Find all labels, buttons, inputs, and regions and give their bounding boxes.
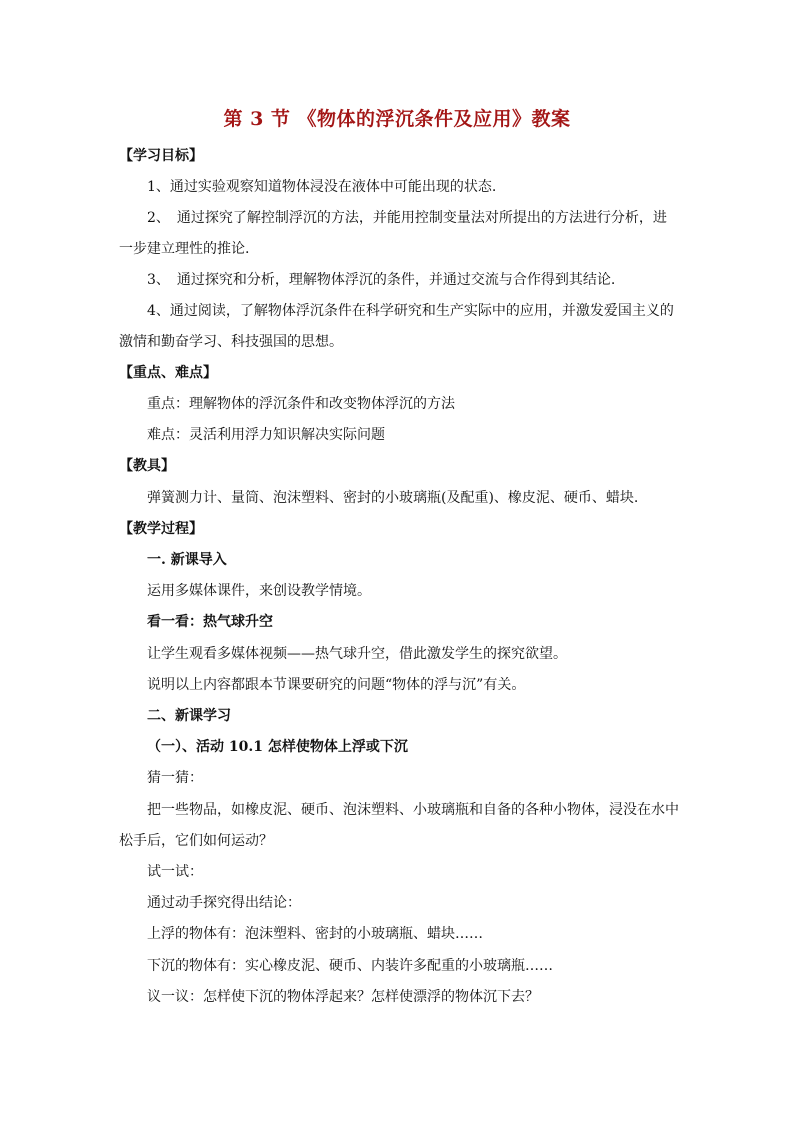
conclusion-label: 通过动手探究得出结论： bbox=[147, 895, 301, 911]
discuss-text: 议一议：怎样使下沉的物体浮起来？怎样使漂浮的物体沉下去？ bbox=[147, 989, 539, 1005]
subheading-new-lesson: 二、新课学习 bbox=[147, 708, 231, 724]
objective-3: 3、 通过探究和分析，理解物体浮沉的条件，并通过交流与合作得到其结论. bbox=[147, 272, 616, 288]
explain-text: 说明以上内容都跟本节课要研究的问题“物体的浮与沉”有关。 bbox=[147, 677, 526, 693]
objective-4-cont: 激情和勤奋学习、科技强国的思想。 bbox=[119, 334, 343, 350]
difficult-point: 难点：灵活利用浮力知识解决实际问题 bbox=[147, 427, 385, 443]
document-title: 第 3 节 《物体的浮沉条件及应用》教案 bbox=[223, 108, 571, 130]
guess-text: 把一些物品，如橡皮泥、硬币、泡沫塑料、小玻璃瓶和自备的各种小物体，浸没在水中 bbox=[147, 802, 679, 818]
intro-text: 运用多媒体课件，来创设教学情境。 bbox=[147, 583, 371, 599]
subheading-look: 看一看：热气球升空 bbox=[147, 614, 273, 630]
subheading-intro: 一. 新课导入 bbox=[147, 552, 227, 568]
section-heading-process: 【教学过程】 bbox=[119, 521, 203, 537]
look-text: 让学生观看多媒体视频——热气球升空，借此激发学生的探究欲望。 bbox=[147, 646, 567, 662]
section-heading-objectives: 【学习目标】 bbox=[119, 148, 203, 164]
tools-list: 弹簧测力计、量筒、泡沫塑料、密封的小玻璃瓶(及配重)、橡皮泥、硬币、蜡块. bbox=[147, 490, 639, 506]
objective-2-cont: 一步建立理性的推论. bbox=[119, 241, 250, 257]
try-label: 试一试： bbox=[147, 864, 203, 880]
key-point: 重点：理解物体的浮沉条件和改变物体浮沉的方法 bbox=[147, 396, 455, 412]
objective-1: 1、通过实验观察知道物体浸没在液体中可能出现的状态. bbox=[147, 179, 497, 195]
floating-objects: 上浮的物体有：泡沫塑料、密封的小玻璃瓶、蜡块…… bbox=[147, 926, 483, 942]
section-heading-key-points: 【重点、难点】 bbox=[119, 365, 217, 381]
objective-2: 2、 通过探究了解控制浮沉的方法，并能用控制变量法对所提出的方法进行分析，进 bbox=[147, 210, 667, 226]
sinking-objects: 下沉的物体有：实心橡皮泥、硬币、内装许多配重的小玻璃瓶…… bbox=[147, 958, 553, 974]
subheading-activity: （一）、活动 10.1 怎样使物体上浮或下沉 bbox=[147, 739, 408, 755]
objective-4: 4、通过阅读，了解物体浮沉条件在科学研究和生产实际中的应用，并激发爱国主义的 bbox=[147, 303, 674, 319]
guess-label: 猜一猜： bbox=[147, 770, 203, 786]
section-heading-tools: 【教具】 bbox=[119, 458, 175, 474]
guess-text-cont: 松手后，它们如何运动？ bbox=[119, 833, 273, 849]
